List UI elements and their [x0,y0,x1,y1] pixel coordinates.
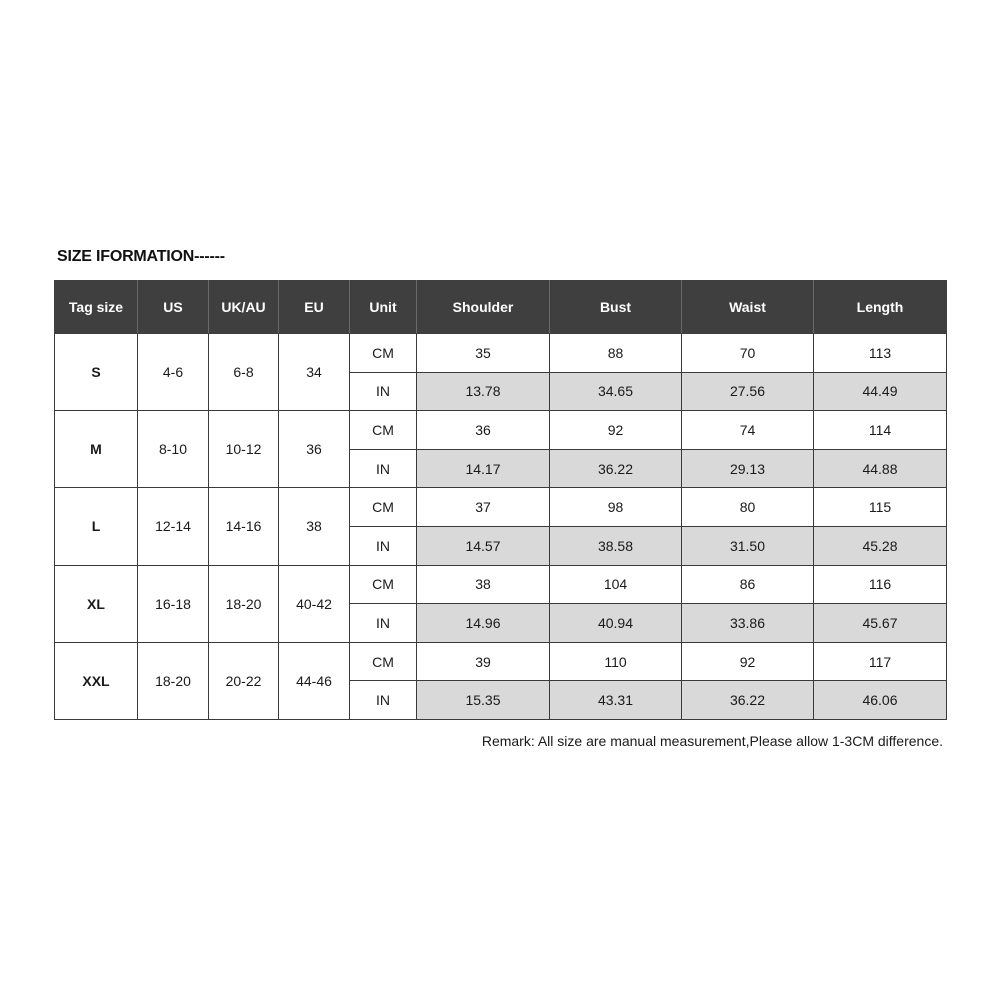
us-size-cell: 16-18 [138,565,209,642]
shoulder-cell: 39 [417,642,550,681]
bust-cell: 98 [550,488,682,527]
length-cell: 44.49 [814,372,947,411]
table-row [55,565,947,604]
header-length: Length [814,281,947,334]
us-size-cell: 8-10 [138,411,209,488]
table-header-row [55,281,947,334]
length-cell: 46.06 [814,681,947,720]
uk-au-size-cell: 10-12 [209,411,279,488]
header-eu: EU [279,281,350,334]
us-size-cell: 4-6 [138,334,209,411]
eu-size-cell: 36 [279,411,350,488]
bust-cell: 110 [550,642,682,681]
waist-cell: 70 [682,334,814,373]
shoulder-cell: 13.78 [417,372,550,411]
uk-au-size-cell: 18-20 [209,565,279,642]
waist-cell: 92 [682,642,814,681]
length-cell: 45.28 [814,526,947,565]
tag-size-cell: S [55,334,138,411]
length-cell: 113 [814,334,947,373]
unit-cell: CM [350,565,417,604]
bust-cell: 40.94 [550,604,682,643]
length-cell: 114 [814,411,947,450]
waist-cell: 36.22 [682,681,814,720]
bust-cell: 34.65 [550,372,682,411]
eu-size-cell: 34 [279,334,350,411]
unit-cell: IN [350,449,417,488]
header-uk-au: UK/AU [209,281,279,334]
uk-au-size-cell: 20-22 [209,642,279,719]
shoulder-cell: 15.35 [417,681,550,720]
size-chart-table [54,280,947,720]
table-row [55,488,947,527]
header-us: US [138,281,209,334]
shoulder-cell: 14.96 [417,604,550,643]
bust-cell: 92 [550,411,682,450]
tag-size-cell: XL [55,565,138,642]
us-size-cell: 18-20 [138,642,209,719]
waist-cell: 33.86 [682,604,814,643]
header-tag-size: Tag size [55,281,138,334]
length-cell: 45.67 [814,604,947,643]
uk-au-size-cell: 14-16 [209,488,279,565]
uk-au-size-cell: 6-8 [209,334,279,411]
unit-cell: CM [350,334,417,373]
bust-cell: 88 [550,334,682,373]
waist-cell: 27.56 [682,372,814,411]
shoulder-cell: 37 [417,488,550,527]
eu-size-cell: 44-46 [279,642,350,719]
page-title: SIZE IFORMATION------ [57,248,225,265]
shoulder-cell: 38 [417,565,550,604]
shoulder-cell: 35 [417,334,550,373]
header-shoulder: Shoulder [417,281,550,334]
shoulder-cell: 14.17 [417,449,550,488]
table-row [55,334,947,373]
waist-cell: 74 [682,411,814,450]
shoulder-cell: 14.57 [417,526,550,565]
header-unit: Unit [350,281,417,334]
bust-cell: 36.22 [550,449,682,488]
length-cell: 116 [814,565,947,604]
header-bust: Bust [550,281,682,334]
length-cell: 117 [814,642,947,681]
bust-cell: 104 [550,565,682,604]
shoulder-cell: 36 [417,411,550,450]
waist-cell: 31.50 [682,526,814,565]
unit-cell: CM [350,642,417,681]
unit-cell: CM [350,411,417,450]
tag-size-cell: M [55,411,138,488]
waist-cell: 29.13 [682,449,814,488]
us-size-cell: 12-14 [138,488,209,565]
table-row [55,642,947,681]
length-cell: 115 [814,488,947,527]
tag-size-cell: XXL [55,642,138,719]
waist-cell: 80 [682,488,814,527]
unit-cell: IN [350,681,417,720]
bust-cell: 43.31 [550,681,682,720]
tag-size-cell: L [55,488,138,565]
length-cell: 44.88 [814,449,947,488]
unit-cell: IN [350,372,417,411]
eu-size-cell: 40-42 [279,565,350,642]
waist-cell: 86 [682,565,814,604]
bust-cell: 38.58 [550,526,682,565]
unit-cell: CM [350,488,417,527]
unit-cell: IN [350,604,417,643]
header-waist: Waist [682,281,814,334]
remark-note: Remark: All size are manual measurement,Please allow 1-3CM difference. [481,733,943,749]
eu-size-cell: 38 [279,488,350,565]
table-row [55,411,947,450]
unit-cell: IN [350,526,417,565]
